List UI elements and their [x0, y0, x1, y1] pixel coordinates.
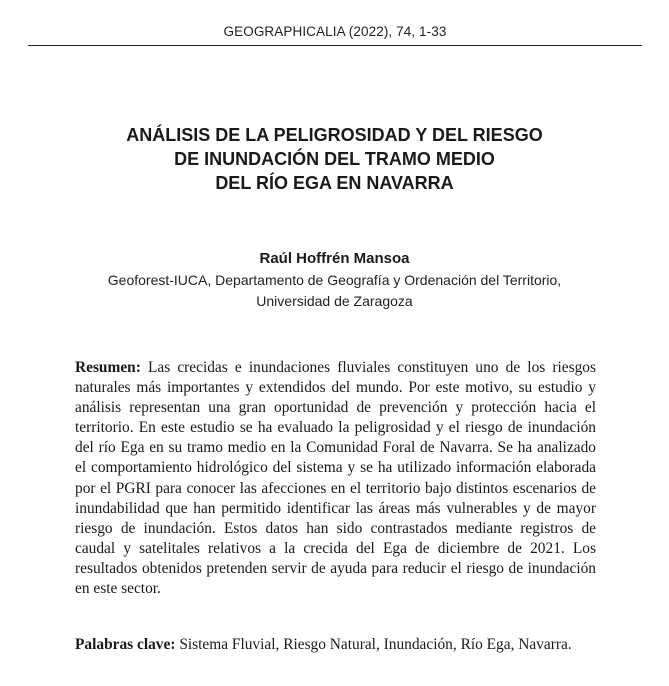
affiliation-line: Universidad de Zaragoza [256, 293, 413, 309]
abstract [75, 358, 596, 599]
title-line: DE INUNDACIÓN DEL TRAMO MEDIO [174, 149, 495, 169]
author-name: Raúl Hoffrén Mansoa [259, 250, 410, 267]
author-affiliation [30, 270, 639, 312]
running-header: GEOGRAPHICALIA (2022), 74, 1-33 [223, 24, 447, 39]
title-line: DEL RÍO EGA EN NAVARRA [215, 173, 454, 193]
title-line: ANÁLISIS DE LA PELIGROSIDAD Y DEL RIESGO [126, 125, 543, 145]
header-rule [28, 45, 642, 46]
abstract-label: Resumen: [75, 359, 141, 376]
affiliation-line: Geoforest-IUCA, Departamento de Geografía y Ordenación del Territorio, [107, 272, 562, 288]
keywords-label: Palabras clave: [75, 636, 176, 653]
keywords [75, 635, 596, 655]
abstract-text: Las crecidas e inundaciones fluviales constituyen uno de los riesgos naturales más importantes y extendidos del mundo. Por este motivo, su estudio y análisis representan una gran oportunidad de prevención y protección hacia el territorio. En este estudio se ha evaluado la peligrosidad y el riesgo de inundación del río Ega en su tramo medio en la Comunidad Foral de Navarra. Se ha analizado el comportamiento hidrológico del sistema y se ha utilizado información elaborada por el PGRI para conocer las afecciones en el territorio bajo distintos escenarios de inundabilidad que han permitido identificar las áreas más vulnerables y de mayor riesgo de inundación. Estos datos han sido contrastados mediante registros de caudal y satelitales relativos a la crecida del Ega de diciembre de 2021. Los resultados obtenidos pretenden servir de ayuda para reducir el riesgo de inundación en este sector. [75, 359, 596, 598]
article-title [30, 123, 639, 195]
keywords-text: Sistema Fluvial, Riesgo Natural, Inundación, Río Ega, Navarra. [179, 636, 572, 653]
